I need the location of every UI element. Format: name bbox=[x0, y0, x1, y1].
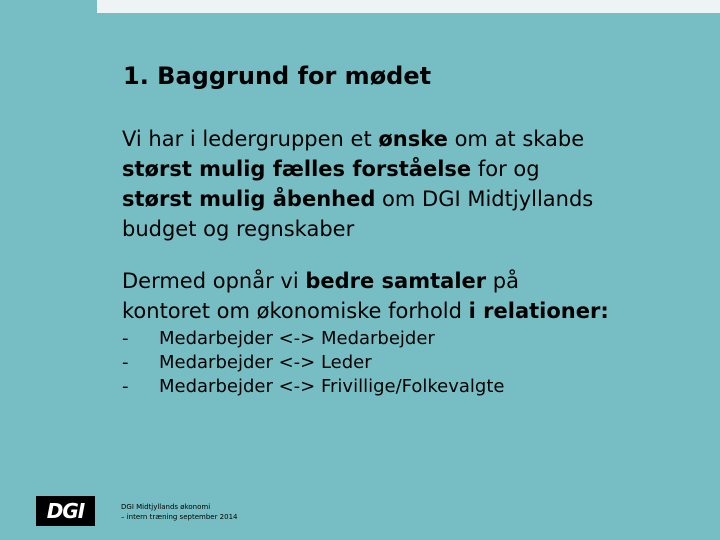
bold-text: bedre samtaler bbox=[305, 269, 487, 293]
text-run: på bbox=[486, 269, 519, 293]
bold-text: i relationer: bbox=[468, 299, 609, 323]
list-item bbox=[122, 375, 504, 399]
paragraph-wish bbox=[122, 124, 593, 244]
footer-line: DGI Midtjyllands økonomi bbox=[121, 503, 211, 511]
text-run: om at skabe bbox=[447, 127, 585, 151]
footer bbox=[121, 502, 238, 522]
top-bar bbox=[97, 0, 720, 13]
list-item-text: Medarbejder <-> Leder bbox=[159, 352, 372, 373]
dash-bullet: - bbox=[122, 328, 129, 349]
slide-title: 1. Baggrund for mødet bbox=[123, 62, 432, 90]
text-run: Dermed opnår vi bbox=[122, 269, 306, 293]
logo-text: DGI bbox=[46, 499, 85, 523]
bold-text: ønske bbox=[378, 127, 448, 151]
text-run: Vi har i ledergruppen et bbox=[122, 127, 379, 151]
list-item-text: Medarbejder <-> Medarbejder bbox=[159, 328, 435, 349]
list-item bbox=[122, 351, 504, 375]
text-run: budget og regnskaber bbox=[122, 217, 355, 241]
text-run: om DGI Midtjyllands bbox=[375, 187, 594, 211]
dgi-logo bbox=[36, 496, 95, 526]
bold-text: størst mulig åbenhed bbox=[122, 187, 376, 211]
list-item bbox=[122, 327, 504, 351]
text-run: for og bbox=[471, 157, 540, 181]
text-run: kontoret om økonomiske forhold bbox=[122, 299, 469, 323]
relations-list bbox=[122, 327, 504, 399]
footer-line: – intern træning september 2014 bbox=[121, 513, 238, 521]
list-item-text: Medarbejder <-> Frivillige/Folkevalgte bbox=[159, 376, 505, 397]
dash-bullet: - bbox=[122, 352, 129, 373]
paragraph-conversations bbox=[122, 266, 609, 326]
bold-text: størst mulig fælles forståelse bbox=[122, 157, 472, 181]
dash-bullet: - bbox=[122, 376, 129, 397]
